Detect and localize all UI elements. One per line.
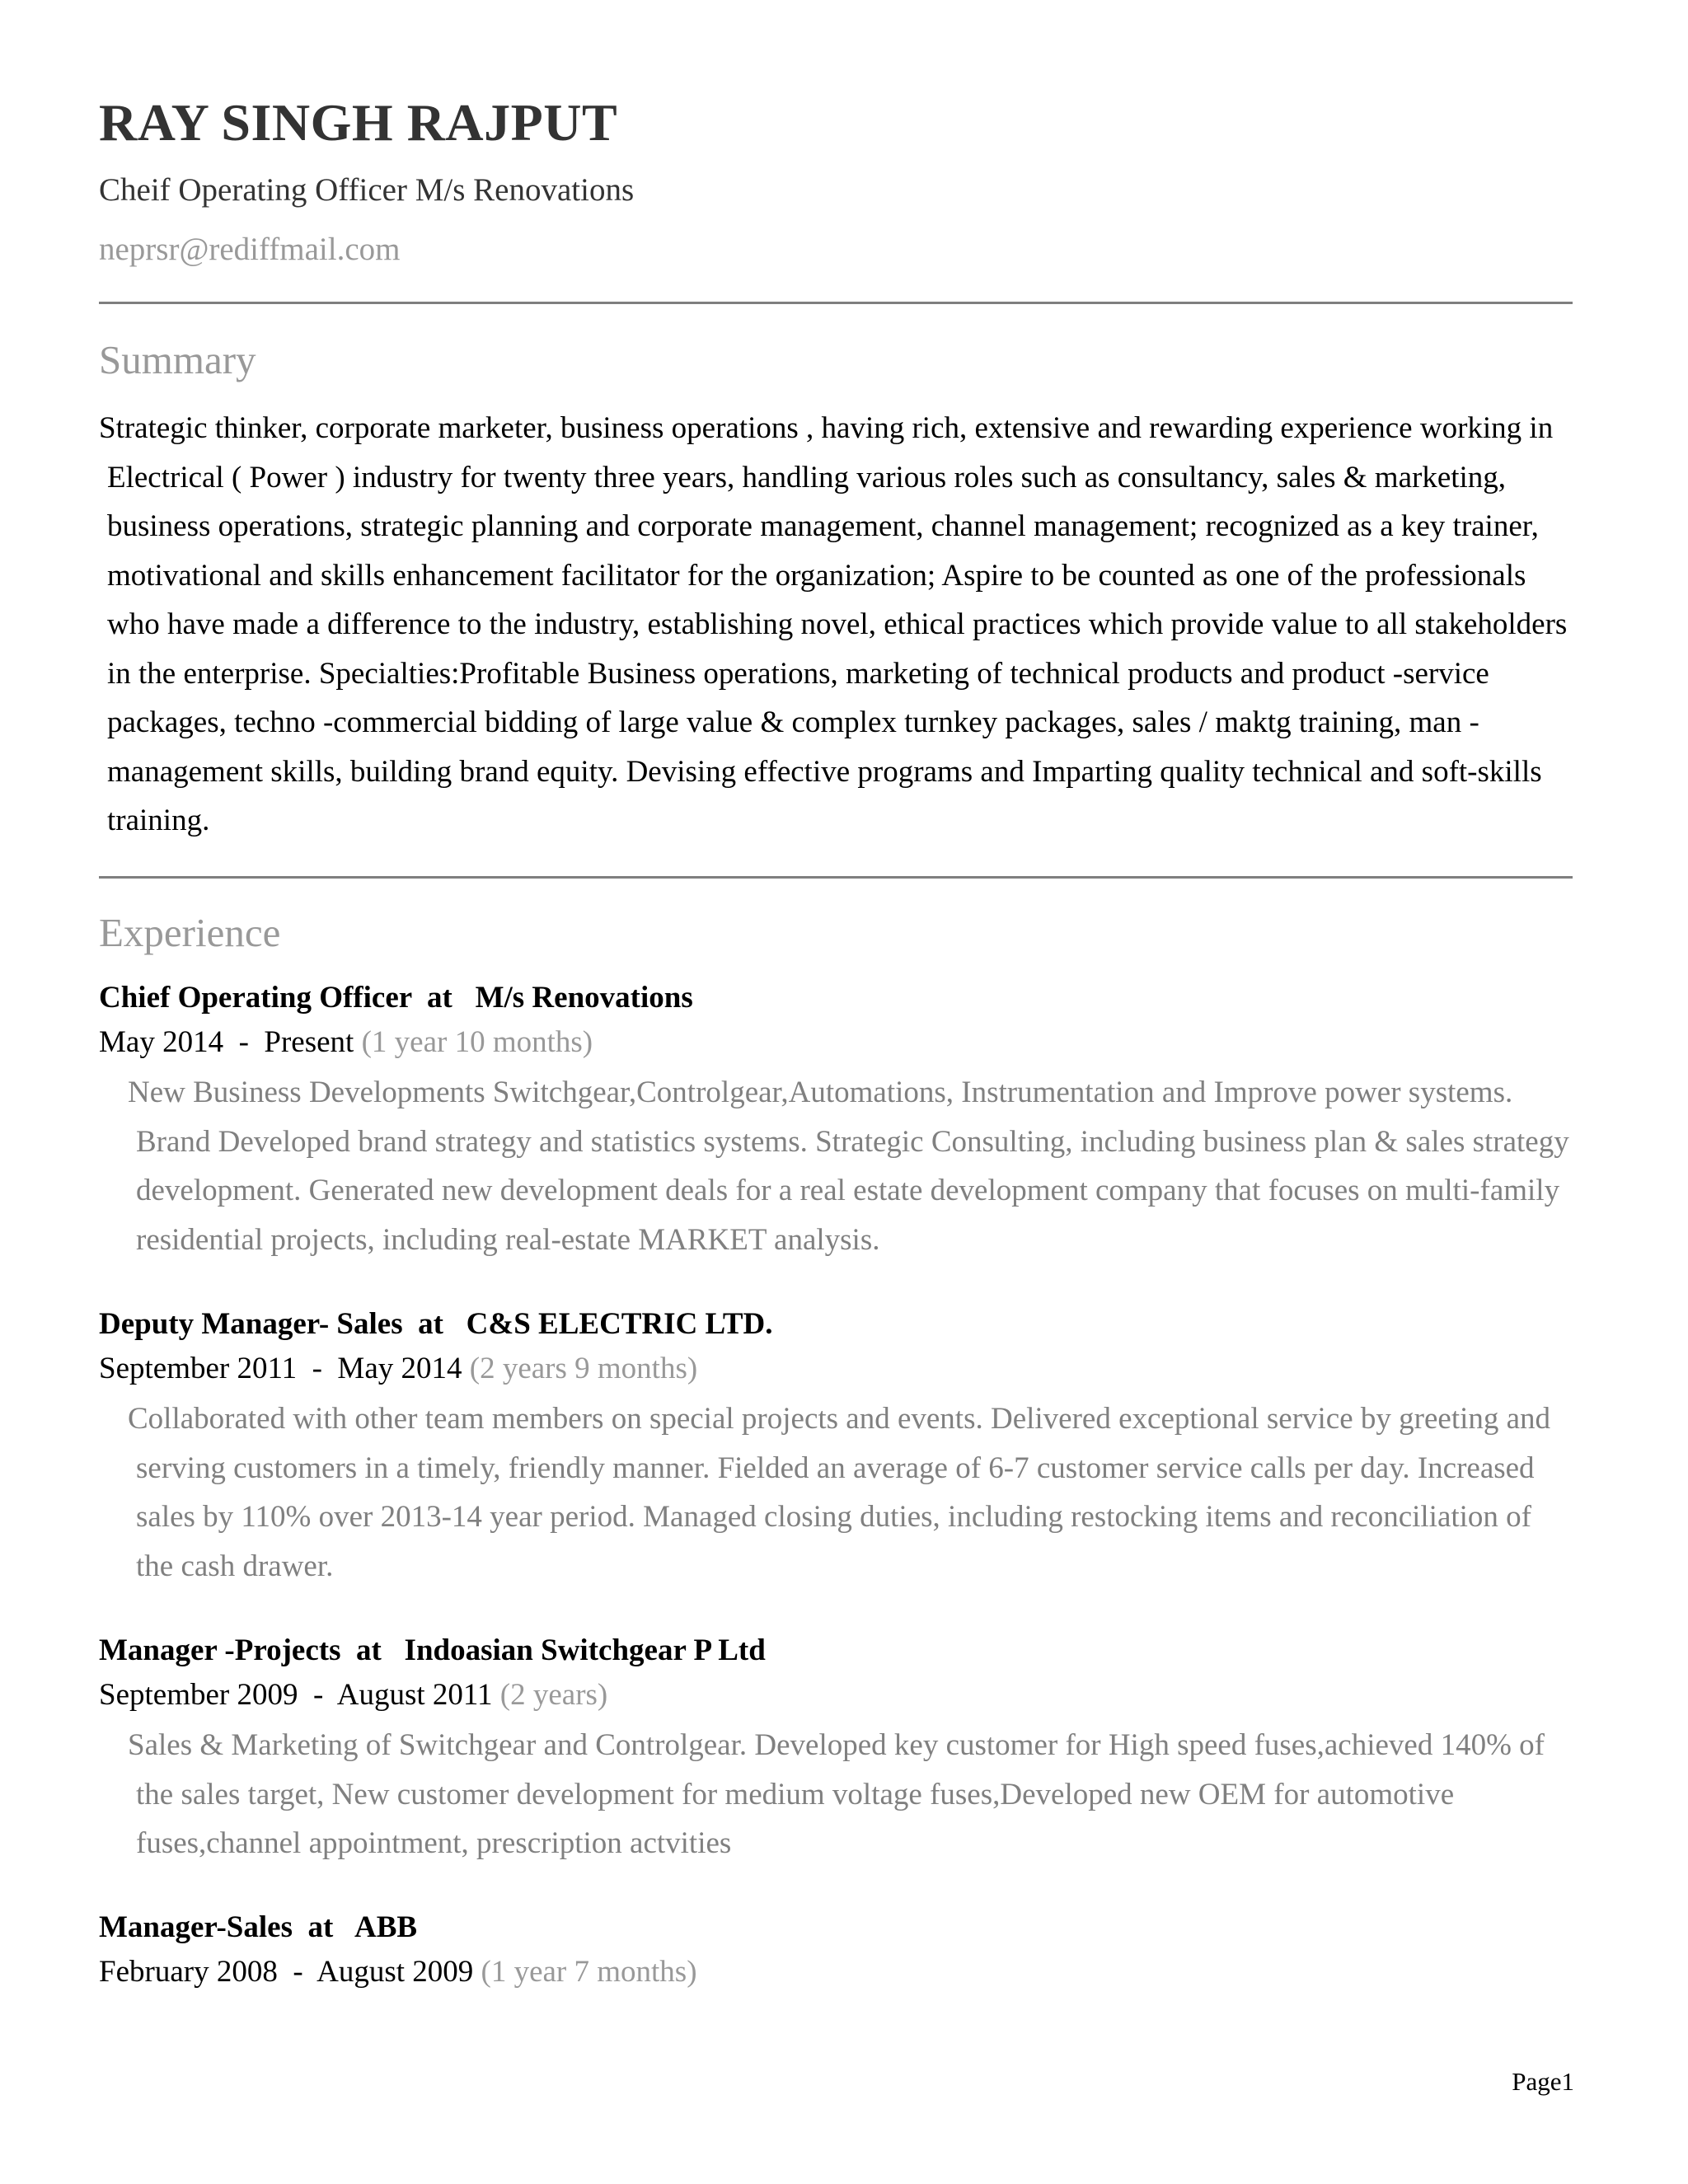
- job-dates-row: [99, 1024, 1573, 1062]
- job-dates: September 2011 - May 2014: [99, 1352, 462, 1385]
- job-dates-row: [99, 1350, 1573, 1388]
- job-dates: February 2008 - August 2009: [99, 1955, 474, 1989]
- candidate-headline: Cheif Operating Officer M/s Renovations: [99, 172, 635, 208]
- job-duration: (2 years 9 months): [469, 1352, 698, 1385]
- section-divider: [99, 876, 1573, 879]
- job-description: New Business Developments Switchgear,Controlgear,Automations, Instrumentation and Improve power systems. Brand Developed brand strategy and statistics systems. Strategic Consulting, including business plan & sales strategy development. Generated new development deals for a real estate development company that focuses on multi-family residential projects, including real-estate MARKET analysis.: [128, 1076, 1569, 1257]
- job-title: Manager -Projects at Indoasian Switchgear P Ltd: [99, 1633, 766, 1667]
- section-divider: [99, 302, 1573, 304]
- job-duration: (2 years): [499, 1678, 608, 1712]
- job-title: Manager-Sales at ABB: [99, 1910, 418, 1944]
- page-number: Page1: [1512, 2067, 1574, 2096]
- candidate-name: RAY SINGH RAJPUT: [99, 93, 618, 152]
- job-dates: September 2009 - August 2011: [99, 1678, 493, 1712]
- summary-heading: Summary: [99, 337, 256, 382]
- job-dates-row: [99, 1676, 1573, 1714]
- experience-entry: [99, 979, 1573, 1264]
- job-title: Deputy Manager- Sales at C&S ELECTRIC LTD.: [99, 1307, 773, 1341]
- job-description: Collaborated with other team members on special projects and events. Delivered exceptional service by greeting and serving customers in a timely, friendly manner. Fielded an average of 6-7 customer service calls per day. Increased sales by 110% over 2013-14 year period. Managed closing duties, including restocking items and reconciliation of the cash drawer.: [128, 1402, 1551, 1583]
- job-description: Sales & Marketing of Switchgear and Controlgear. Developed key customer for High speed fuses,achieved 140% of the sales target, New customer development for medium voltage fuses,Developed new OEM for automotive fuses,channel appointment, prescription actvities: [128, 1728, 1545, 1860]
- experience-entry: [99, 1632, 1573, 1868]
- job-duration: (1 year 7 months): [481, 1955, 697, 1989]
- job-duration: (1 year 10 months): [361, 1025, 593, 1059]
- experience-entry: [99, 1305, 1573, 1591]
- job-title: Chief Operating Officer at M/s Renovations: [99, 981, 693, 1015]
- summary-text: Strategic thinker, corporate marketer, business operations , having rich, extensive and rewarding experience working in Electrical ( Power ) industry for twenty three years, handling various roles such as consultancy, sales & marketing, business operations, strategic planning and corporate management, channel management; recognized as a key trainer, motivational and skills enhancement facilitator for the organization; Aspire to be counted as one of the professionals who have made a difference to the industry, establishing novel, ethical practices which provide value to all stakeholders in the enterprise. Specialties:Profitable Business operations, marketing of technical products and product -service packages, techno -commercial bidding of large value & complex turnkey packages, sales / maktg training, man - management skills, building brand equity. Devising effective programs and Imparting quality technical and soft-skills training.: [99, 411, 1568, 837]
- candidate-email: neprsr@rediffmail.com: [99, 232, 401, 267]
- job-dates: May 2014 - Present: [99, 1025, 354, 1059]
- experience-heading: Experience: [99, 910, 281, 955]
- experience-entry: [99, 1909, 1573, 1991]
- job-dates-row: [99, 1953, 1573, 1991]
